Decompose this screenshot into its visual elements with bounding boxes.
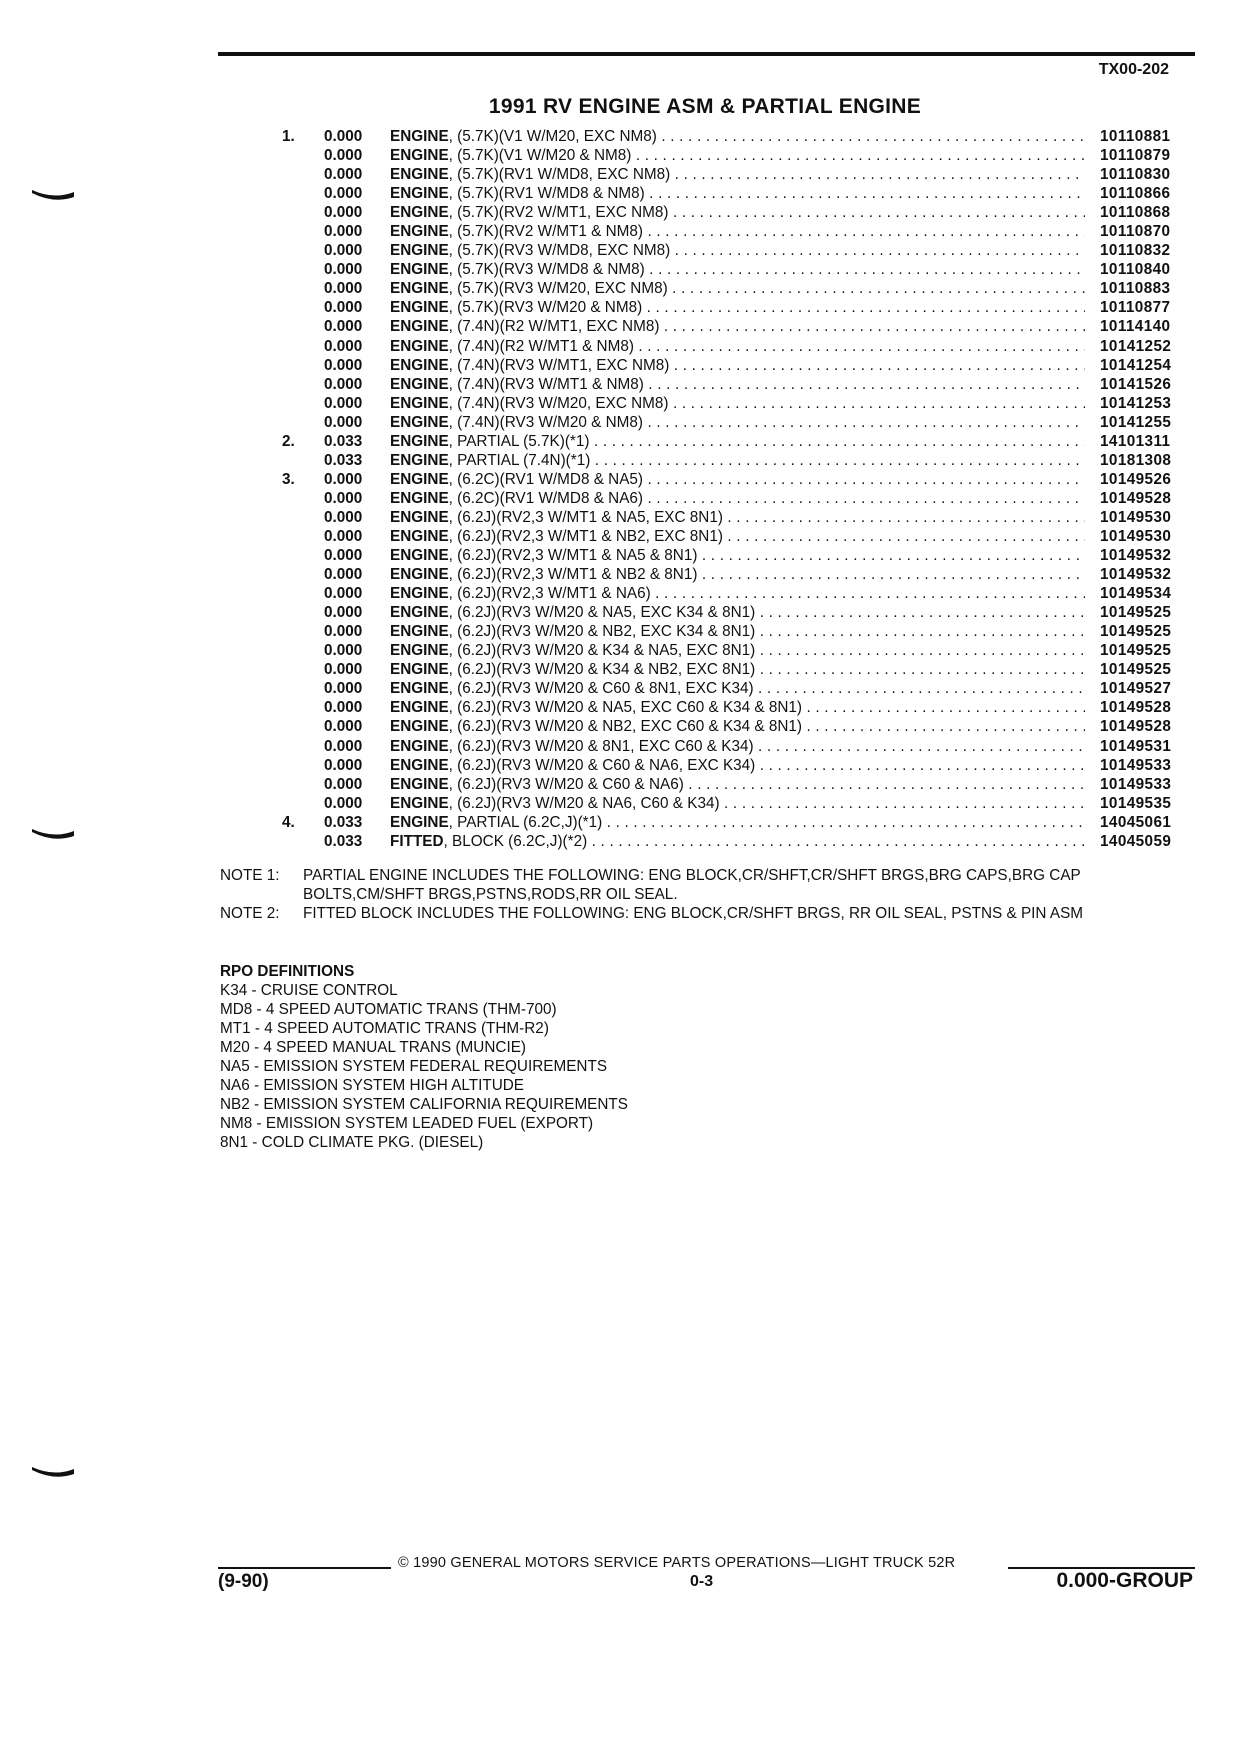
part-description — [390, 717, 1085, 736]
part-name: ENGINE — [390, 261, 449, 279]
part-description — [390, 184, 1085, 203]
part-name: ENGINE — [390, 566, 449, 584]
rpo-item: M20 - 4 SPEED MANUAL TRANS (MUNCIE) — [220, 1039, 526, 1056]
part-description — [390, 260, 1085, 279]
part-description — [390, 222, 1085, 241]
part-description — [390, 565, 1085, 584]
rpo-item: K34 - CRUISE CONTROL — [220, 982, 398, 999]
rpo-item: NA6 - EMISSION SYSTEM HIGH ALTITUDE — [220, 1077, 525, 1094]
part-description — [390, 622, 1085, 641]
quantity: 0.000 — [324, 128, 363, 145]
part-row — [0, 832, 1249, 851]
part-spec: , (5.7K)(RV1 W/MD8, EXC NM8) . . . — [449, 166, 1085, 183]
part-row — [0, 489, 1249, 508]
part-name: ENGINE — [390, 585, 449, 603]
part-number: 10149527 — [1100, 680, 1172, 698]
footer-rule-left — [218, 1567, 391, 1569]
part-row — [0, 527, 1249, 546]
rpo-heading: RPO DEFINITIONS — [220, 963, 355, 980]
part-row — [0, 584, 1249, 603]
note-text: PARTIAL ENGINE INCLUDES THE FOLLOWING: ENG BLOCK,CR/SHFT,CR/SHFT BRGS,BRG CAPS,BRG CAP BOLTS,CM/SHFT BRGS,PSTNS,RODS,RR OIL SEAL. — [303, 867, 1081, 903]
part-spec: , (6.2J)(RV3 W/M20 & NB2, EXC C60 & K34 & 8N1) . . . — [449, 718, 1085, 735]
part-row — [0, 298, 1249, 317]
part-spec: , (6.2J)(RV3 W/M20 & K34 & NB2, EXC 8N1) . . . — [449, 661, 1085, 678]
part-row — [0, 184, 1249, 203]
part-number: 10141254 — [1100, 356, 1172, 374]
quantity: 0.000 — [324, 737, 363, 755]
part-spec: , BLOCK (6.2C,J)(*2) . . . — [444, 833, 1085, 850]
quantity: 0.000 — [324, 489, 363, 507]
part-row — [0, 603, 1249, 622]
part-row — [0, 356, 1249, 375]
part-number: 10141255 — [1100, 413, 1172, 431]
part-row — [0, 641, 1249, 660]
part-number: 10149530 — [1100, 527, 1172, 545]
part-row — [0, 813, 1249, 832]
part-spec: , (7.4N)(RV3 W/M20, EXC NM8) . . . — [449, 395, 1085, 412]
part-name: ENGINE — [390, 223, 449, 241]
rpo-item: NM8 - EMISSION SYSTEM LEADED FUEL (EXPORT) — [220, 1115, 594, 1132]
part-description — [390, 375, 1085, 394]
part-name: ENGINE — [390, 623, 449, 641]
part-spec: , (6.2C)(RV1 W/MD8 & NA5) . . . — [449, 471, 1085, 488]
part-description — [390, 432, 1085, 451]
item-number: 4. — [282, 813, 295, 831]
part-name: ENGINE — [390, 337, 449, 355]
quantity: 0.000 — [324, 413, 363, 431]
part-number: 10149525 — [1100, 604, 1172, 622]
part-description — [390, 756, 1085, 775]
part-name: ENGINE — [390, 642, 449, 660]
part-spec: , (6.2J)(RV3 W/M20 & 8N1, EXC C60 & K34) . . . — [449, 738, 1085, 755]
part-description — [390, 679, 1085, 698]
part-number: 10149528 — [1100, 489, 1172, 507]
part-number: 10110879 — [1100, 147, 1171, 165]
part-spec: , (6.2J)(RV2,3 W/MT1 & NA5, EXC 8N1) . . . — [449, 509, 1085, 526]
part-description — [390, 413, 1085, 432]
item-number: 1. — [282, 128, 295, 145]
part-description — [390, 337, 1085, 356]
quantity: 0.000 — [324, 642, 363, 660]
part-row — [0, 337, 1249, 356]
part-description — [390, 794, 1085, 813]
part-spec: , (5.7K)(RV1 W/MD8 & NM8) . . . — [449, 185, 1085, 202]
part-row — [0, 317, 1249, 336]
part-description — [390, 279, 1085, 298]
part-description — [390, 527, 1085, 546]
quantity: 0.033 — [324, 451, 363, 469]
part-row — [0, 222, 1249, 241]
part-spec: , (6.2J)(RV3 W/M20 & C60 & NA6, EXC K34) . . . — [449, 757, 1085, 774]
part-description — [390, 356, 1085, 375]
part-description — [390, 451, 1085, 470]
part-description — [390, 241, 1085, 260]
part-name: ENGINE — [390, 604, 449, 622]
note-text: FITTED BLOCK INCLUDES THE FOLLOWING: ENG BLOCK,CR/SHFT BRGS, RR OIL SEAL, PSTNS & PIN ASM — [303, 905, 1084, 922]
part-description — [390, 489, 1085, 508]
part-number: 10149525 — [1100, 642, 1172, 660]
part-spec: , (7.4N)(R2 W/MT1, EXC NM8) . . . — [449, 318, 1085, 335]
part-number: 10149525 — [1100, 623, 1172, 641]
part-row — [0, 679, 1249, 698]
quantity: 0.000 — [324, 223, 363, 241]
quantity: 0.000 — [324, 166, 363, 184]
part-row — [0, 279, 1249, 298]
part-description — [390, 603, 1085, 622]
part-name: ENGINE — [390, 470, 449, 488]
part-number: 14101311 — [1100, 432, 1171, 450]
part-number: 10110866 — [1100, 185, 1171, 203]
part-spec: , (6.2J)(RV3 W/M20 & NB2, EXC K34 & 8N1) . . . — [449, 623, 1085, 640]
part-description — [390, 203, 1085, 222]
part-row — [0, 432, 1249, 451]
part-row — [0, 375, 1249, 394]
part-name: ENGINE — [390, 718, 449, 736]
part-description — [390, 641, 1085, 660]
part-spec: , (6.2J)(RV3 W/M20 & NA5, EXC C60 & K34 & 8N1) . . . — [449, 699, 1085, 716]
quantity: 0.033 — [324, 432, 363, 450]
part-spec: , PARTIAL (5.7K)(*1) . . . — [449, 433, 1085, 450]
part-description — [390, 146, 1085, 165]
part-description — [390, 394, 1085, 413]
part-row — [0, 146, 1249, 165]
page-number: 0-3 — [690, 1573, 714, 1590]
part-spec: , (6.2J)(RV3 W/M20 & NA5, EXC K34 & 8N1) . . . — [449, 604, 1085, 621]
part-number: 10149528 — [1100, 699, 1172, 717]
part-name: ENGINE — [390, 375, 449, 393]
quantity: 0.000 — [324, 527, 363, 545]
part-name: ENGINE — [390, 242, 449, 260]
part-name: ENGINE — [390, 394, 449, 412]
part-spec: , (6.2J)(RV3 W/M20 & C60 & 8N1, EXC K34) . . . — [449, 680, 1085, 697]
part-spec: , (6.2J)(RV2,3 W/MT1 & NB2, EXC 8N1) . . . — [449, 528, 1085, 545]
part-number: 10149534 — [1100, 585, 1172, 603]
quantity: 0.000 — [324, 185, 363, 203]
part-name: ENGINE — [390, 794, 449, 812]
quantity: 0.000 — [324, 756, 363, 774]
part-description — [390, 832, 1085, 851]
part-spec: , (6.2C)(RV1 W/MD8 & NA6) . . . — [449, 490, 1085, 507]
part-row — [0, 165, 1249, 184]
part-spec: , PARTIAL (6.2C,J)(*1) . . . — [449, 814, 1085, 831]
quantity: 0.000 — [324, 566, 363, 584]
quantity: 0.000 — [324, 718, 363, 736]
part-row — [0, 451, 1249, 470]
part-description — [390, 660, 1085, 679]
part-row — [0, 394, 1249, 413]
quantity: 0.000 — [324, 547, 363, 565]
part-number: 10149525 — [1100, 661, 1172, 679]
part-row — [0, 470, 1249, 489]
part-number: 10149533 — [1100, 775, 1172, 793]
part-spec: , (6.2J)(RV3 W/M20 & NA6, C60 & K34) . . . — [449, 795, 1085, 812]
part-name: ENGINE — [390, 147, 449, 165]
quantity: 0.000 — [324, 242, 363, 260]
part-spec: , (7.4N)(RV3 W/MT1 & NM8) . . . — [449, 376, 1085, 393]
part-description — [390, 470, 1085, 489]
part-number: 10149532 — [1100, 566, 1172, 584]
quantity: 0.033 — [324, 813, 363, 831]
part-number: 10149530 — [1100, 508, 1172, 526]
part-name: ENGINE — [390, 280, 449, 298]
part-number: 10110868 — [1100, 204, 1171, 222]
quantity: 0.000 — [324, 394, 363, 412]
quantity: 0.000 — [324, 261, 363, 279]
part-number: 10149528 — [1100, 718, 1172, 736]
page-title: 1991 RV ENGINE ASM & PARTIAL ENGINE — [488, 95, 922, 118]
part-number: 10110830 — [1100, 166, 1171, 184]
part-name: ENGINE — [390, 547, 449, 565]
part-number: 10149532 — [1100, 547, 1172, 565]
part-number: 10110881 — [1100, 128, 1171, 145]
part-row — [0, 241, 1249, 260]
quantity: 0.000 — [324, 299, 363, 317]
part-name: ENGINE — [390, 813, 449, 831]
part-name: ENGINE — [390, 489, 449, 507]
quantity: 0.000 — [324, 204, 363, 222]
part-name: ENGINE — [390, 166, 449, 184]
quantity: 0.000 — [324, 699, 363, 717]
part-name: ENGINE — [390, 318, 449, 336]
part-row — [0, 756, 1249, 775]
rpo-item: 8N1 - COLD CLIMATE PKG. (DIESEL) — [220, 1134, 484, 1151]
quantity: 0.000 — [324, 337, 363, 355]
part-spec: , (5.7K)(V1 W/M20 & NM8) . . . — [449, 147, 1085, 164]
part-row — [0, 775, 1249, 794]
part-spec: , PARTIAL (7.4N)(*1) . . . — [449, 452, 1085, 469]
part-row — [0, 546, 1249, 565]
part-number: 10141252 — [1100, 337, 1172, 355]
part-row — [0, 660, 1249, 679]
part-spec: , (5.7K)(RV2 W/MT1, EXC NM8) . . . — [449, 204, 1085, 221]
part-row — [0, 260, 1249, 279]
item-number: 3. — [282, 470, 295, 488]
part-name: ENGINE — [390, 204, 449, 222]
part-spec: , (5.7K)(RV3 W/M20 & NM8) . . . — [449, 299, 1085, 316]
part-spec: , (6.2J)(RV3 W/M20 & C60 & NA6) . . . — [449, 776, 1085, 793]
part-description — [390, 298, 1085, 317]
quantity: 0.000 — [324, 147, 363, 165]
quantity: 0.000 — [324, 280, 363, 298]
part-number: 14045059 — [1100, 832, 1172, 850]
part-spec: , (5.7K)(RV2 W/MT1 & NM8) . . . — [449, 223, 1085, 240]
quantity: 0.000 — [324, 775, 363, 793]
part-number: 10110832 — [1100, 242, 1171, 260]
part-number: 10110877 — [1100, 299, 1171, 317]
part-name: ENGINE — [390, 737, 449, 755]
note-item — [220, 866, 1180, 904]
part-number: 10149526 — [1100, 470, 1172, 488]
notes-section — [220, 866, 1180, 923]
quantity: 0.000 — [324, 508, 363, 526]
part-number: 10114140 — [1100, 318, 1171, 336]
part-row — [0, 698, 1249, 717]
part-number: 14045061 — [1100, 813, 1172, 831]
part-name: ENGINE — [390, 756, 449, 774]
part-number: 10110883 — [1100, 280, 1171, 298]
part-row — [0, 794, 1249, 813]
part-number: 10141253 — [1100, 394, 1172, 412]
part-description — [390, 317, 1085, 336]
rpo-item: NB2 - EMISSION SYSTEM CALIFORNIA REQUIREMENTS — [220, 1096, 628, 1113]
part-name: ENGINE — [390, 775, 449, 793]
part-spec: , (7.4N)(R2 W/MT1 & NM8) . . . — [449, 338, 1085, 355]
part-number: 10149531 — [1100, 737, 1172, 755]
part-number: 10110870 — [1100, 223, 1171, 241]
part-number: 10149533 — [1100, 756, 1172, 774]
part-number: 10110840 — [1100, 261, 1171, 279]
quantity: 0.000 — [324, 604, 363, 622]
quantity: 0.000 — [324, 318, 363, 336]
top-rule — [218, 52, 1195, 56]
copyright-text: © 1990 GENERAL MOTORS SERVICE PARTS OPERATIONS—LIGHT TRUCK 52R — [398, 1555, 956, 1571]
quantity: 0.000 — [324, 680, 363, 698]
part-spec: , (5.7K)(RV3 W/MD8 & NM8) . . . — [449, 261, 1085, 278]
quantity: 0.000 — [324, 585, 363, 603]
part-name: ENGINE — [390, 661, 449, 679]
rpo-item: MT1 - 4 SPEED AUTOMATIC TRANS (THM-R2) — [220, 1020, 549, 1037]
part-name: ENGINE — [390, 299, 449, 317]
part-spec: , (6.2J)(RV2,3 W/MT1 & NB2 & 8N1) . . . — [449, 566, 1085, 583]
part-row — [0, 203, 1249, 222]
part-spec: , (7.4N)(RV3 W/M20 & NM8) . . . — [449, 414, 1085, 431]
part-row — [0, 737, 1249, 756]
quantity: 0.000 — [324, 661, 363, 679]
part-spec: , (6.2J)(RV3 W/M20 & K34 & NA5, EXC 8N1) . . . — [449, 642, 1085, 659]
part-spec: , (6.2J)(RV2,3 W/MT1 & NA6) . . . — [449, 585, 1085, 602]
part-spec: , (7.4N)(RV3 W/MT1, EXC NM8) . . . — [449, 357, 1085, 374]
part-name: ENGINE — [390, 699, 449, 717]
part-name: ENGINE — [390, 128, 449, 145]
part-spec: , (5.7K)(V1 W/M20, EXC NM8) . . . — [449, 128, 1085, 145]
part-description — [390, 813, 1085, 832]
binding-mark — [30, 1465, 76, 1479]
quantity: 0.000 — [324, 470, 363, 488]
part-row — [0, 565, 1249, 584]
part-row — [0, 127, 1249, 146]
note-label: NOTE 2: — [220, 905, 280, 922]
part-name: ENGINE — [390, 680, 449, 698]
part-name: ENGINE — [390, 432, 449, 450]
part-name: ENGINE — [390, 508, 449, 526]
rpo-definitions — [220, 962, 628, 1152]
part-spec: , (6.2J)(RV2,3 W/MT1 & NA5 & 8N1) . . . — [449, 547, 1085, 564]
part-description — [390, 584, 1085, 603]
part-name: ENGINE — [390, 185, 449, 203]
document-code: TX00-202 — [1098, 61, 1169, 78]
item-number: 2. — [282, 432, 295, 450]
note-label: NOTE 1: — [220, 867, 280, 884]
part-number: 10149535 — [1100, 794, 1172, 812]
part-description — [390, 165, 1085, 184]
rpo-item: MD8 - 4 SPEED AUTOMATIC TRANS (THM-700) — [220, 1001, 557, 1018]
quantity: 0.000 — [324, 356, 363, 374]
part-name: ENGINE — [390, 413, 449, 431]
quantity: 0.000 — [324, 375, 363, 393]
revision-date: (9-90) — [218, 1571, 269, 1592]
part-name: ENGINE — [390, 451, 449, 469]
part-row — [0, 622, 1249, 641]
quantity: 0.000 — [324, 623, 363, 641]
part-name: ENGINE — [390, 527, 449, 545]
part-row — [0, 413, 1249, 432]
rpo-item: NA5 - EMISSION SYSTEM FEDERAL REQUIREMENTS — [220, 1058, 608, 1075]
part-description — [390, 508, 1085, 527]
part-description — [390, 775, 1085, 794]
part-description — [390, 127, 1085, 146]
quantity: 0.000 — [324, 794, 363, 812]
part-number: 10181308 — [1100, 451, 1172, 469]
part-description — [390, 737, 1085, 756]
part-spec: , (5.7K)(RV3 W/MD8, EXC NM8) . . . — [449, 242, 1085, 259]
part-row — [0, 717, 1249, 736]
group-label: 0.000-GROUP — [1056, 1569, 1193, 1592]
part-row — [0, 508, 1249, 527]
part-name: ENGINE — [390, 356, 449, 374]
part-description — [390, 546, 1085, 565]
quantity: 0.033 — [324, 832, 363, 850]
part-number: 10141526 — [1100, 375, 1172, 393]
part-name: FITTED — [390, 832, 444, 850]
note-item — [220, 904, 1180, 923]
part-spec: , (5.7K)(RV3 W/M20, EXC NM8) . . . — [449, 280, 1085, 297]
part-description — [390, 698, 1085, 717]
parts-list — [0, 127, 1249, 851]
